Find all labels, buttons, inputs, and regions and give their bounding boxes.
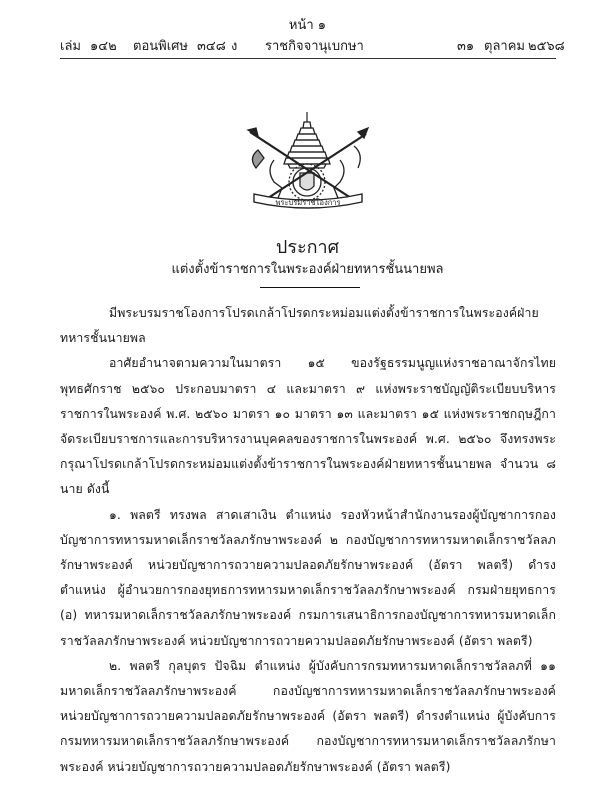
section-label: ตอนพิเศษ <box>133 39 188 54</box>
announcement-body <box>60 301 556 780</box>
date-year: ๒๕๖๘ <box>528 39 565 54</box>
volume-label: เล่ม <box>60 39 81 54</box>
announcement-title: ประกาศ <box>275 237 340 258</box>
royal-emblem-icon <box>244 110 372 214</box>
volume-number: ๑๔๒ <box>90 39 117 54</box>
appointment-item-1: ๑. พลตรี ทรงพล สาดเสาเงิน ตำแหน่ง รองหัวหน้าสำนักงานรองผู้บัญชาการกองบัญชาการทหารมหาดเล็กราชวัลลภรักษาพระองค์ ๒ กองบัญชาการทหารมหาดเล็กราชวัลลภรักษาพระองค์ หน่วยบัญชาการถวายความปลอดภัยรักษาพระองค์ (อัตรา พลตรี) ดำรงตำแหน่ง ผู้อำนวยการกองยุทธการทหารมหาดเล็กราชวัลลภรักษาพระองค์ กรมฝ่ายยุทธการ (อ) ทหารมหาดเล็กราชวัลลภรักษาพระองค์ กรมการเสนาธิการกองบัญชาการทหารมหาดเล็กราชวัลลภรักษาพระองค์ หน่วยบัญชาการถวายความปลอดภัยรักษาพระองค์ (อัตรา พลตรี) <box>60 507 556 648</box>
announcement-subtitle: แต่งตั้งข้าราชการในพระองค์ฝ่ายทหารชั้นนายพล <box>171 262 444 277</box>
gazette-header <box>60 36 565 59</box>
preamble-paragraph: มีพระบรมราชโองการโปรดเกล้าโปรดกระหม่อมแต่งตั้งข้าราชการในพระองค์ฝ่ายทหารชั้นนายพล <box>60 306 539 346</box>
date-day: ๓๑ <box>457 39 475 54</box>
page-number: หน้า ๑ <box>288 18 327 33</box>
title-divider <box>260 287 360 288</box>
authority-paragraph: อาศัยอำนาจตามความในมาตรา ๑๕ ของรัฐธรรมนูญแห่งราชอาณาจักรไทย พุทธศักราช ๒๕๖๐ ประกอบมาตรา ๔ และมาตรา ๙ แห่งพระราชบัญญัติระเบียบบริหารราชการในพระองค์ พ.ศ. ๒๕๖๐ มาตรา ๑๐ มาตรา ๑๓ และมาตรา ๑๕ แห่งพระราชกฤษฎีกาจัดระเบียบราชการและการบริหารงานบุคคลของราชการในพระองค์ พ.ศ. ๒๕๖๐ จึงทรงพระกรุณาโปรดเกล้าโปรดกระหม่อมแต่งตั้งข้าราชการในพระองค์ฝ่ายทหารชั้นนายพล จำนวน ๘ นาย ดังนี้ <box>60 356 556 497</box>
section-letter: ง <box>231 39 238 54</box>
publication-name: ราชกิจจานุเบกษา <box>265 39 364 54</box>
emblem-ribbon-text: พระบรมราชโองการ <box>275 198 341 207</box>
section-number: ๓๔๘ <box>197 39 226 54</box>
appointment-item-2: ๒. พลตรี กุลบุตร ปัจฉิม ตำแหน่ง ผู้บังคับการกรมทหารมหาดเล็กราชวัลลภที่ ๑๑ มหาดเล็กราชวัลลภรักษาพระองค์ กองบัญชาการทหารมหาดเล็กราชวัลลภรักษาพระองค์ หน่วยบัญชาการถวายความปลอดภัยรักษาพระองค์ (อัตรา พลตรี) ดำรงตำแหน่ง ผู้บังคับการกรมทหารมหาดเล็กราชวัลลภรักษาพระองค์ กองบัญชาการทหารมหาดเล็กราชวัลลภรักษาพระองค์ หน่วยบัญชาการถวายความปลอดภัยรักษาพระองค์ (อัตรา พลตรี) <box>60 658 556 774</box>
date-month: ตุลาคม <box>484 39 525 54</box>
